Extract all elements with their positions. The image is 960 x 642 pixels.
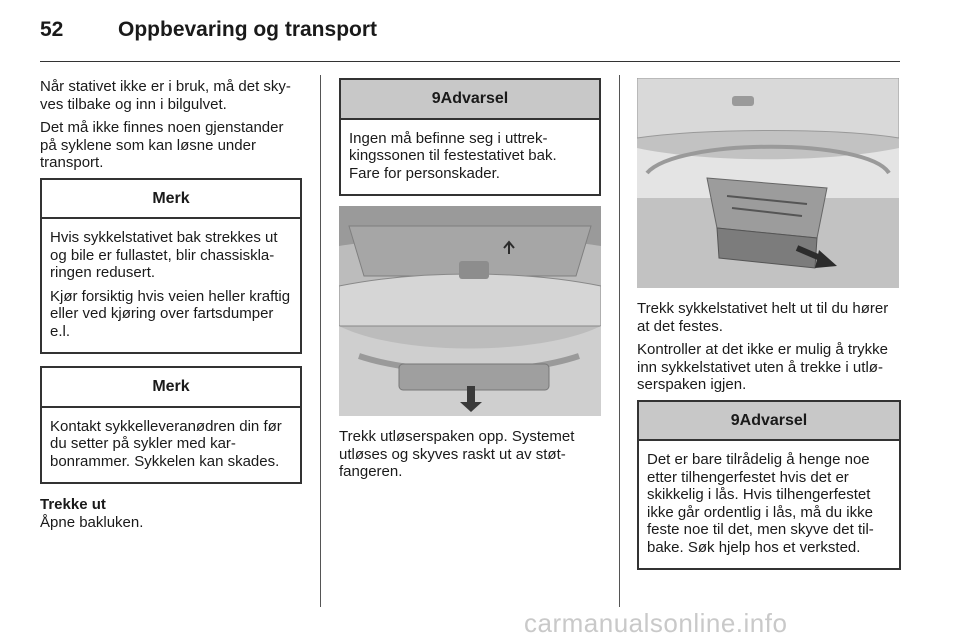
check-lock-paragraph: Kontroller at det ikke er mulig å trykke inn sykkelstativet uten å trekke i utløserspaken igjen. xyxy=(637,341,888,393)
warning-text: Det er bare tilrådelig å henge noe etter tilhengerfestet hvis det er skikkelig i lås. Hvis tilhengerfestet ikke går ordentlig i lås, må du ikke feste noe til det, men skyve det tilbake. Søk hjelp hos et verksted. xyxy=(647,451,874,556)
page-number: 52 xyxy=(40,18,64,41)
warning-header xyxy=(341,80,599,120)
warning-title: Advarsel xyxy=(739,411,808,429)
column-divider-1 xyxy=(320,75,321,607)
open-tailgate-text: Åpne bakluken. xyxy=(40,513,144,531)
loose-items-paragraph: Det må ikke finnes noen gjenstander på syklene som kan løsne under transport. xyxy=(40,119,284,171)
note-text: Kjør forsiktig hvis veien heller kraftig eller ved kjøring over fartsdumper e.l. xyxy=(50,287,291,340)
note-box-2 xyxy=(40,366,302,484)
column-2 xyxy=(339,78,601,487)
column-1 xyxy=(40,78,302,537)
bike-carrier-illustration xyxy=(637,78,899,288)
pull-out-paragraph: Trekk sykkelstativet helt ut til du hører at det festes. xyxy=(637,300,889,335)
column-3 xyxy=(637,78,901,582)
warning-icon: 9 xyxy=(431,90,441,107)
section-heading: Trekke ut xyxy=(40,496,106,513)
note-title: Merk xyxy=(42,368,300,408)
page-header xyxy=(40,18,377,42)
warning-title: Advarsel xyxy=(440,90,509,107)
warning-header xyxy=(639,402,899,442)
column-divider-2 xyxy=(619,75,620,607)
header-rule xyxy=(40,61,900,62)
note-title: Merk xyxy=(42,180,300,220)
warning-box-2 xyxy=(637,400,901,571)
warning-box-1 xyxy=(339,78,601,196)
release-lever-illustration xyxy=(339,206,601,416)
watermark: carmanualsonline.info xyxy=(524,608,788,638)
page-title: Oppbevaring og transport xyxy=(118,18,378,41)
warning-icon: 9 xyxy=(730,411,740,429)
note-text: Hvis sykkelstativet bak strekkes ut og bile er fullastet, blir chassisklaringen redusert. xyxy=(50,229,278,281)
note-box-1 xyxy=(40,178,302,355)
warning-text: Ingen må befinne seg i uttrekkingssonen til festestativet bak. Fare for personskader. xyxy=(349,129,557,182)
figure-caption: Trekk utløserspaken opp. Systemet utløses og skyves raskt ut av støtfangeren. xyxy=(339,428,575,480)
note-text: Kontakt sykkelleveranødren din før du setter på sykler med karbonrammer. Sykkelen kan skades. xyxy=(50,417,282,470)
stow-paragraph: Når stativet ikke er i bruk, må det skyves tilbake og inn i bilgulvet. xyxy=(40,78,291,113)
